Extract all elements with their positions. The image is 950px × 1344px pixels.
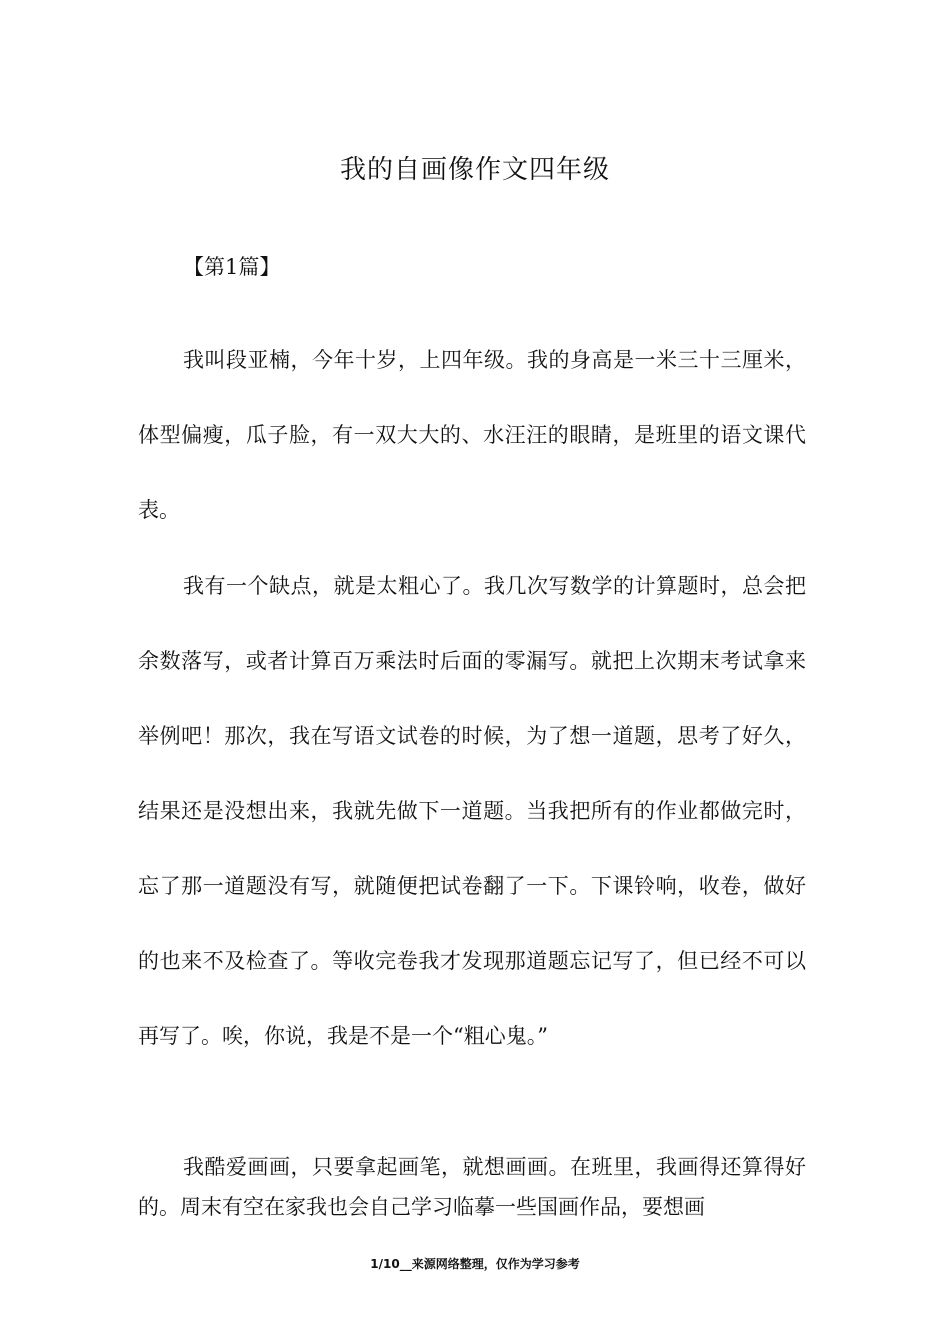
paragraph-2: 我有一个缺点，就是太粗心了。我几次写数学的计算题时，总会把余数落写，或者计算百万乘法时后面的零漏写。就把上次期末考试拿来举例吧！那次，我在写语文试卷的时候，为了想一道题，思考了好久，结果还是没想出来，我就先做下一道题。当我把所有的作业都做完时，忘了那一道题没有写，就随便把试卷翻了一下。下课铃响，收卷，做好的也来不及检查了。等收完卷我才发现那道题忘记写了，但已经不可以再写了。唉，你说，我是不是一个“粗心鬼。” <box>138 574 806 1048</box>
page-footer: 1/10__来源网络整理，仅作为学习参考 <box>370 1257 580 1271</box>
section-label: 【第1篇】 <box>183 255 281 279</box>
paragraph-3: 我酷爱画画，只要拿起画笔，就想画画。在班里，我画得还算得好的。周末有空在家我也会自己学习临摹一些国画作品，要想画 <box>138 1155 806 1219</box>
paragraph-1: 我叫段亚楠，今年十岁，上四年级。我的身高是一米三十三厘米，体型偏瘦，瓜子脸，有一双大大的、水汪汪的眼睛，是班里的语文课代表。 <box>138 348 806 522</box>
document-title: 我的自画像作文四年级 <box>339 155 610 185</box>
